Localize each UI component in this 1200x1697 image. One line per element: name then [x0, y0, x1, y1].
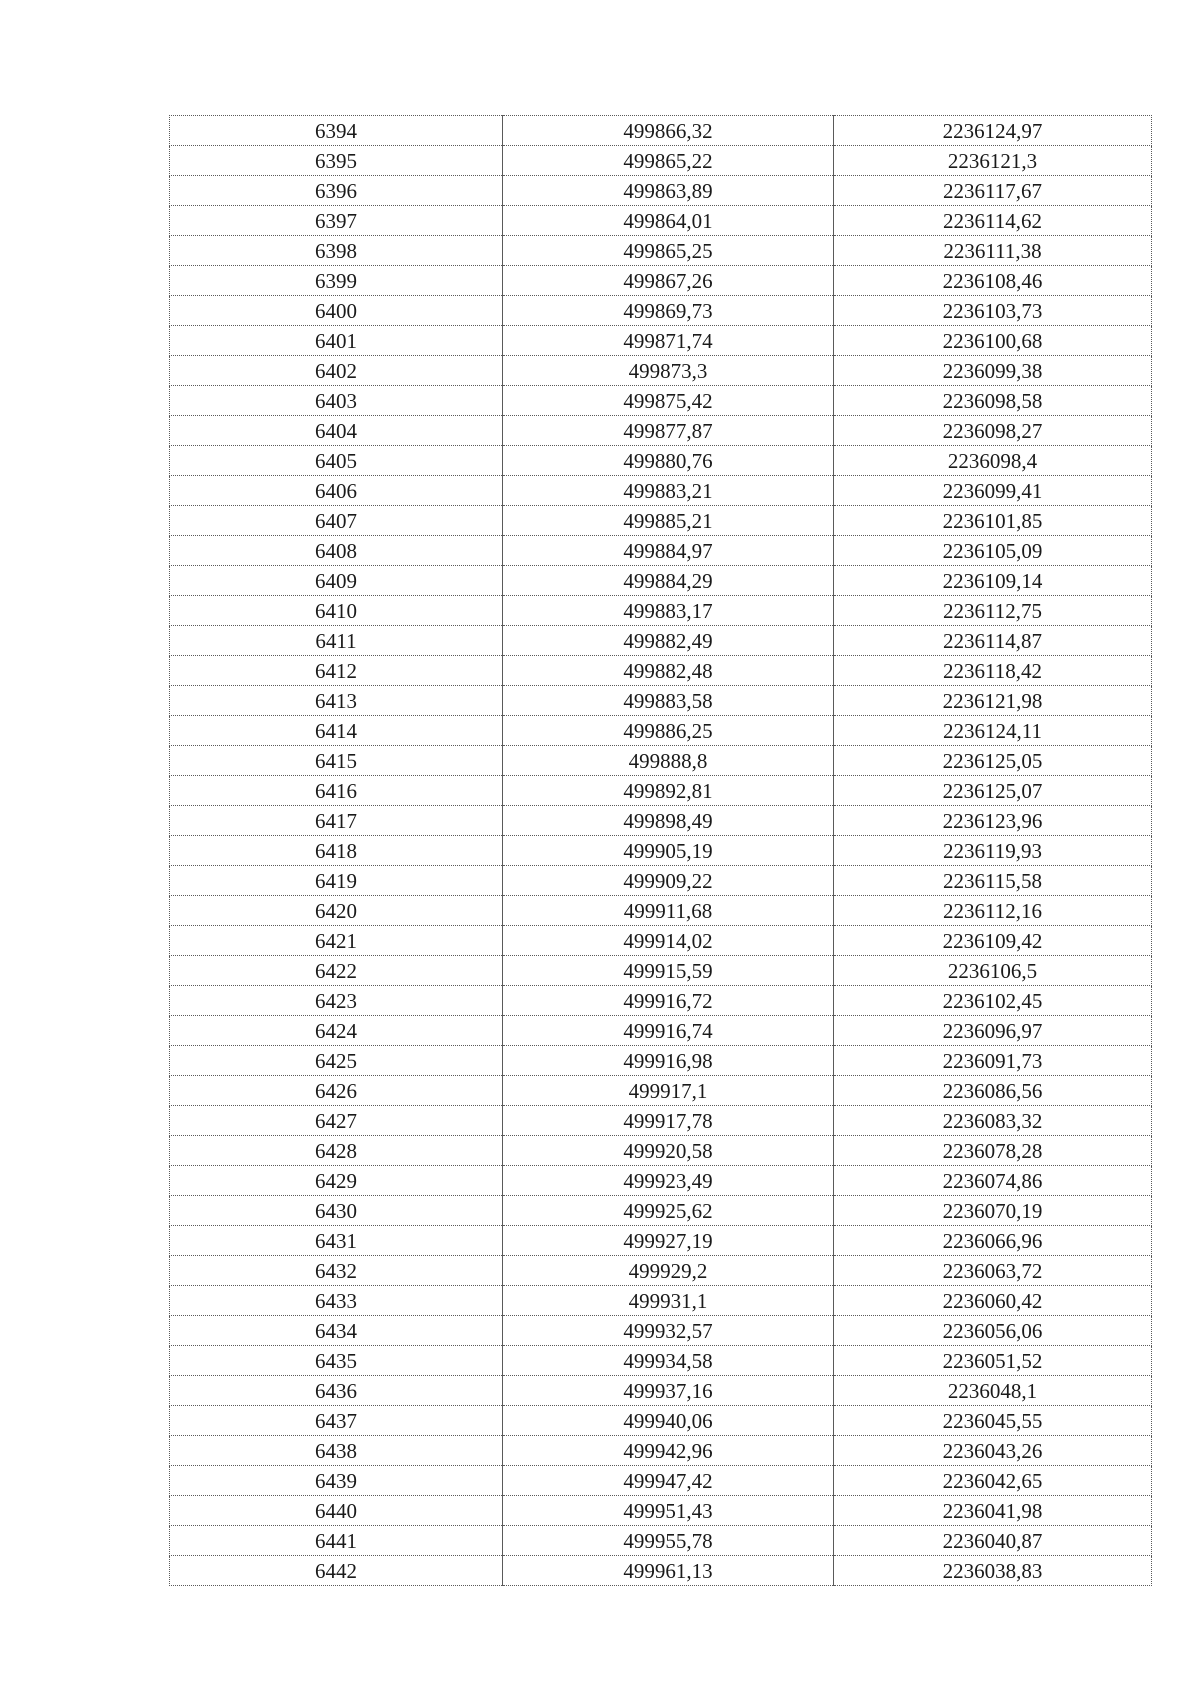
y-coordinate-cell: 2236098,27 [834, 416, 1152, 446]
table-row [170, 776, 1152, 806]
point-number-cell: 6412 [170, 656, 503, 686]
y-coordinate-cell: 2236099,38 [834, 356, 1152, 386]
x-coordinate-cell: 499867,26 [503, 266, 834, 296]
point-number-cell: 6403 [170, 386, 503, 416]
x-coordinate-cell: 499877,87 [503, 416, 834, 446]
y-coordinate-cell: 2236109,42 [834, 926, 1152, 956]
y-coordinate-cell: 2236123,96 [834, 806, 1152, 836]
table-row [170, 956, 1152, 986]
table-row [170, 506, 1152, 536]
table-row [170, 1436, 1152, 1466]
y-coordinate-cell: 2236074,86 [834, 1166, 1152, 1196]
table-row [170, 866, 1152, 896]
x-coordinate-cell: 499916,72 [503, 986, 834, 1016]
x-coordinate-cell: 499955,78 [503, 1526, 834, 1556]
x-coordinate-cell: 499931,1 [503, 1286, 834, 1316]
x-coordinate-cell: 499940,06 [503, 1406, 834, 1436]
table-row [170, 926, 1152, 956]
point-number-cell: 6438 [170, 1436, 503, 1466]
table-row [170, 416, 1152, 446]
table-row [170, 296, 1152, 326]
table-row [170, 1226, 1152, 1256]
point-number-cell: 6397 [170, 206, 503, 236]
y-coordinate-cell: 2236063,72 [834, 1256, 1152, 1286]
point-number-cell: 6400 [170, 296, 503, 326]
point-number-cell: 6395 [170, 146, 503, 176]
y-coordinate-cell: 2236083,32 [834, 1106, 1152, 1136]
x-coordinate-cell: 499915,59 [503, 956, 834, 986]
table-row [170, 1256, 1152, 1286]
point-number-cell: 6431 [170, 1226, 503, 1256]
table-row [170, 446, 1152, 476]
x-coordinate-cell: 499909,22 [503, 866, 834, 896]
x-coordinate-cell: 499916,74 [503, 1016, 834, 1046]
x-coordinate-cell: 499937,16 [503, 1376, 834, 1406]
point-number-cell: 6419 [170, 866, 503, 896]
point-number-cell: 6396 [170, 176, 503, 206]
y-coordinate-cell: 2236124,97 [834, 116, 1152, 146]
table-row [170, 386, 1152, 416]
point-number-cell: 6423 [170, 986, 503, 1016]
y-coordinate-cell: 2236098,58 [834, 386, 1152, 416]
point-number-cell: 6398 [170, 236, 503, 266]
y-coordinate-cell: 2236103,73 [834, 296, 1152, 326]
point-number-cell: 6440 [170, 1496, 503, 1526]
y-coordinate-cell: 2236105,09 [834, 536, 1152, 566]
y-coordinate-cell: 2236098,4 [834, 446, 1152, 476]
point-number-cell: 6433 [170, 1286, 503, 1316]
point-number-cell: 6442 [170, 1556, 503, 1586]
x-coordinate-cell: 499947,42 [503, 1466, 834, 1496]
x-coordinate-cell: 499882,49 [503, 626, 834, 656]
point-number-cell: 6437 [170, 1406, 503, 1436]
point-number-cell: 6422 [170, 956, 503, 986]
y-coordinate-cell: 2236070,19 [834, 1196, 1152, 1226]
x-coordinate-cell: 499917,78 [503, 1106, 834, 1136]
y-coordinate-cell: 2236043,26 [834, 1436, 1152, 1466]
y-coordinate-cell: 2236111,38 [834, 236, 1152, 266]
x-coordinate-cell: 499892,81 [503, 776, 834, 806]
table-row [170, 596, 1152, 626]
y-coordinate-cell: 2236115,58 [834, 866, 1152, 896]
x-coordinate-cell: 499886,25 [503, 716, 834, 746]
y-coordinate-cell: 2236114,87 [834, 626, 1152, 656]
x-coordinate-cell: 499880,76 [503, 446, 834, 476]
x-coordinate-cell: 499866,32 [503, 116, 834, 146]
table-row [170, 476, 1152, 506]
point-number-cell: 6394 [170, 116, 503, 146]
x-coordinate-cell: 499884,97 [503, 536, 834, 566]
table-row [170, 176, 1152, 206]
point-number-cell: 6439 [170, 1466, 503, 1496]
table-row [170, 1496, 1152, 1526]
point-number-cell: 6407 [170, 506, 503, 536]
x-coordinate-cell: 499951,43 [503, 1496, 834, 1526]
x-coordinate-cell: 499932,57 [503, 1316, 834, 1346]
y-coordinate-cell: 2236086,56 [834, 1076, 1152, 1106]
y-coordinate-cell: 2236078,28 [834, 1136, 1152, 1166]
point-number-cell: 6404 [170, 416, 503, 446]
table-row [170, 626, 1152, 656]
point-number-cell: 6436 [170, 1376, 503, 1406]
y-coordinate-cell: 2236124,11 [834, 716, 1152, 746]
point-number-cell: 6424 [170, 1016, 503, 1046]
point-number-cell: 6435 [170, 1346, 503, 1376]
y-coordinate-cell: 2236119,93 [834, 836, 1152, 866]
y-coordinate-cell: 2236125,07 [834, 776, 1152, 806]
y-coordinate-cell: 2236051,52 [834, 1346, 1152, 1376]
table-row [170, 836, 1152, 866]
point-number-cell: 6426 [170, 1076, 503, 1106]
x-coordinate-cell: 499882,48 [503, 656, 834, 686]
table-row [170, 1196, 1152, 1226]
point-number-cell: 6406 [170, 476, 503, 506]
y-coordinate-cell: 2236042,65 [834, 1466, 1152, 1496]
x-coordinate-cell: 499883,58 [503, 686, 834, 716]
x-coordinate-cell: 499929,2 [503, 1256, 834, 1286]
table-row [170, 896, 1152, 926]
x-coordinate-cell: 499888,8 [503, 746, 834, 776]
x-coordinate-cell: 499871,74 [503, 326, 834, 356]
point-number-cell: 6429 [170, 1166, 503, 1196]
point-number-cell: 6416 [170, 776, 503, 806]
point-number-cell: 6401 [170, 326, 503, 356]
point-number-cell: 6427 [170, 1106, 503, 1136]
table-row [170, 146, 1152, 176]
table-row [170, 566, 1152, 596]
y-coordinate-cell: 2236109,14 [834, 566, 1152, 596]
point-number-cell: 6425 [170, 1046, 503, 1076]
point-number-cell: 6415 [170, 746, 503, 776]
y-coordinate-cell: 2236096,97 [834, 1016, 1152, 1046]
x-coordinate-cell: 499863,89 [503, 176, 834, 206]
table-row [170, 1466, 1152, 1496]
y-coordinate-cell: 2236121,3 [834, 146, 1152, 176]
point-number-cell: 6441 [170, 1526, 503, 1556]
table-row [170, 686, 1152, 716]
x-coordinate-cell: 499925,62 [503, 1196, 834, 1226]
table-row [170, 1136, 1152, 1166]
point-number-cell: 6421 [170, 926, 503, 956]
x-coordinate-cell: 499905,19 [503, 836, 834, 866]
table-row [170, 1376, 1152, 1406]
x-coordinate-cell: 499916,98 [503, 1046, 834, 1076]
x-coordinate-cell: 499869,73 [503, 296, 834, 326]
y-coordinate-cell: 2236040,87 [834, 1526, 1152, 1556]
table-row [170, 1526, 1152, 1556]
table-row [170, 716, 1152, 746]
x-coordinate-cell: 499942,96 [503, 1436, 834, 1466]
table-row [170, 746, 1152, 776]
table-row [170, 326, 1152, 356]
x-coordinate-cell: 499927,19 [503, 1226, 834, 1256]
x-coordinate-cell: 499917,1 [503, 1076, 834, 1106]
table-row [170, 536, 1152, 566]
table-row [170, 806, 1152, 836]
y-coordinate-cell: 2236038,83 [834, 1556, 1152, 1586]
y-coordinate-cell: 2236101,85 [834, 506, 1152, 536]
coordinates-table-body [170, 116, 1152, 1586]
x-coordinate-cell: 499920,58 [503, 1136, 834, 1166]
x-coordinate-cell: 499883,17 [503, 596, 834, 626]
y-coordinate-cell: 2236048,1 [834, 1376, 1152, 1406]
table-row [170, 206, 1152, 236]
point-number-cell: 6418 [170, 836, 503, 866]
x-coordinate-cell: 499914,02 [503, 926, 834, 956]
x-coordinate-cell: 499934,58 [503, 1346, 834, 1376]
point-number-cell: 6428 [170, 1136, 503, 1166]
y-coordinate-cell: 2236045,55 [834, 1406, 1152, 1436]
y-coordinate-cell: 2236118,42 [834, 656, 1152, 686]
point-number-cell: 6434 [170, 1316, 503, 1346]
y-coordinate-cell: 2236100,68 [834, 326, 1152, 356]
y-coordinate-cell: 2236106,5 [834, 956, 1152, 986]
table-row [170, 656, 1152, 686]
y-coordinate-cell: 2236060,42 [834, 1286, 1152, 1316]
y-coordinate-cell: 2236117,67 [834, 176, 1152, 206]
y-coordinate-cell: 2236066,96 [834, 1226, 1152, 1256]
point-number-cell: 6399 [170, 266, 503, 296]
y-coordinate-cell: 2236112,16 [834, 896, 1152, 926]
x-coordinate-cell: 499864,01 [503, 206, 834, 236]
y-coordinate-cell: 2236091,73 [834, 1046, 1152, 1076]
point-number-cell: 6410 [170, 596, 503, 626]
table-row [170, 1286, 1152, 1316]
y-coordinate-cell: 2236041,98 [834, 1496, 1152, 1526]
table-row [170, 1346, 1152, 1376]
table-row [170, 1166, 1152, 1196]
point-number-cell: 6402 [170, 356, 503, 386]
y-coordinate-cell: 2236112,75 [834, 596, 1152, 626]
table-row [170, 116, 1152, 146]
point-number-cell: 6432 [170, 1256, 503, 1286]
x-coordinate-cell: 499883,21 [503, 476, 834, 506]
x-coordinate-cell: 499873,3 [503, 356, 834, 386]
table-row [170, 1406, 1152, 1436]
x-coordinate-cell: 499898,49 [503, 806, 834, 836]
point-number-cell: 6409 [170, 566, 503, 596]
table-row [170, 1046, 1152, 1076]
table-row [170, 1316, 1152, 1346]
point-number-cell: 6413 [170, 686, 503, 716]
table-row [170, 356, 1152, 386]
point-number-cell: 6408 [170, 536, 503, 566]
x-coordinate-cell: 499875,42 [503, 386, 834, 416]
table-row [170, 266, 1152, 296]
table-row [170, 1016, 1152, 1046]
y-coordinate-cell: 2236099,41 [834, 476, 1152, 506]
y-coordinate-cell: 2236056,06 [834, 1316, 1152, 1346]
x-coordinate-cell: 499911,68 [503, 896, 834, 926]
point-number-cell: 6420 [170, 896, 503, 926]
table-row [170, 986, 1152, 1016]
x-coordinate-cell: 499865,25 [503, 236, 834, 266]
coordinates-table [169, 115, 1152, 1586]
y-coordinate-cell: 2236108,46 [834, 266, 1152, 296]
y-coordinate-cell: 2236125,05 [834, 746, 1152, 776]
point-number-cell: 6405 [170, 446, 503, 476]
point-number-cell: 6414 [170, 716, 503, 746]
table-row [170, 1076, 1152, 1106]
x-coordinate-cell: 499865,22 [503, 146, 834, 176]
point-number-cell: 6430 [170, 1196, 503, 1226]
y-coordinate-cell: 2236102,45 [834, 986, 1152, 1016]
x-coordinate-cell: 499885,21 [503, 506, 834, 536]
y-coordinate-cell: 2236114,62 [834, 206, 1152, 236]
x-coordinate-cell: 499884,29 [503, 566, 834, 596]
table-row [170, 236, 1152, 266]
point-number-cell: 6411 [170, 626, 503, 656]
x-coordinate-cell: 499923,49 [503, 1166, 834, 1196]
point-number-cell: 6417 [170, 806, 503, 836]
x-coordinate-cell: 499961,13 [503, 1556, 834, 1586]
table-row [170, 1106, 1152, 1136]
y-coordinate-cell: 2236121,98 [834, 686, 1152, 716]
table-row [170, 1556, 1152, 1586]
